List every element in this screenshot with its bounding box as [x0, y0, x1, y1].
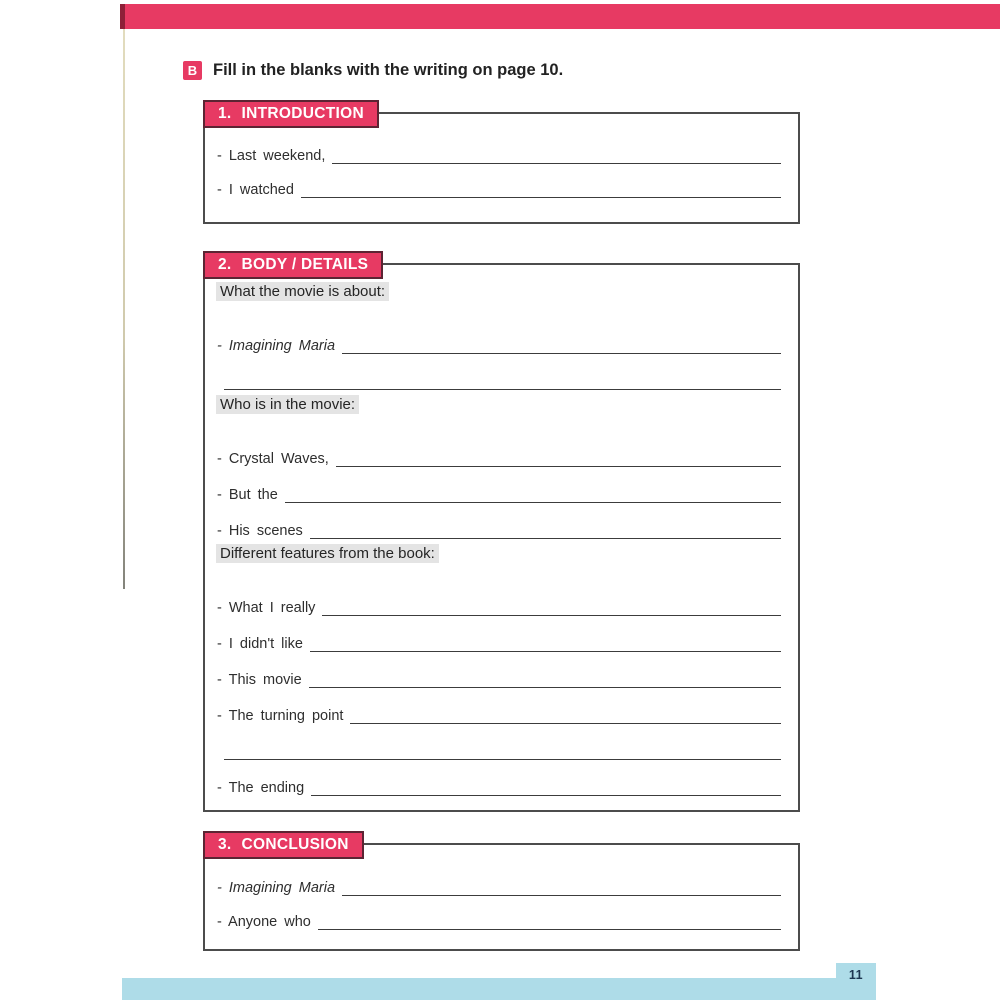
- continuation-blank-row: [215, 724, 781, 760]
- blank-row-label: - Imagining Maria: [217, 879, 336, 896]
- footer-bar: [122, 978, 876, 1000]
- blank-row-label: - Imagining Maria: [217, 337, 336, 354]
- sub-header-row: [215, 390, 781, 431]
- section-title: INTRODUCTION: [241, 105, 364, 122]
- exercise-instruction: Fill in the blanks with the writing on page 10.: [213, 61, 564, 79]
- section-badge-conclusion: [203, 831, 364, 859]
- section-badge-body-details: [203, 251, 383, 279]
- blank-line: [224, 759, 781, 760]
- blank-line: [342, 895, 781, 896]
- blank-line: [301, 197, 781, 198]
- blank-line: [322, 615, 781, 616]
- sub-header-row: [215, 277, 781, 318]
- blank-row-label: - What I really: [217, 599, 316, 616]
- page-number-tab: [836, 963, 876, 1000]
- blank-row-label: - Anyone who: [217, 913, 311, 930]
- page-spine-line: [123, 29, 125, 589]
- blank-row-label: - The ending: [217, 779, 305, 796]
- blank-row-label: - Crystal Waves,: [217, 450, 329, 467]
- fill-blank-row: [215, 580, 781, 616]
- sub-header-label: Who is in the movie:: [216, 395, 359, 414]
- blank-line: [336, 466, 781, 467]
- continuation-blank-row: [215, 354, 781, 390]
- sub-header-label: What the movie is about:: [216, 282, 389, 301]
- sub-header-label: Different features from the book:: [216, 544, 439, 563]
- section-title: CONCLUSION: [241, 836, 349, 853]
- fill-blank-row: [215, 616, 781, 652]
- blank-row-label: - I didn't like: [217, 635, 303, 652]
- fill-blank-row: [215, 503, 781, 539]
- blank-line: [310, 651, 781, 652]
- fill-blank-row: [215, 467, 781, 503]
- section-number: 2.: [218, 256, 232, 273]
- blank-line: [342, 353, 781, 354]
- blank-row-label: - But the: [217, 486, 278, 503]
- fill-blank-row: [215, 130, 781, 164]
- blank-line: [350, 723, 781, 724]
- fill-blank-row: [215, 431, 781, 467]
- top-accent-bar-edge: [120, 4, 125, 29]
- blank-row-label: - His scenes: [217, 522, 303, 539]
- blank-line: [332, 163, 781, 164]
- blank-line: [309, 687, 781, 688]
- section-number: 1.: [218, 105, 232, 122]
- blank-line: [311, 795, 781, 796]
- blank-row-label: - The turning point: [217, 707, 344, 724]
- section-conclusion: [203, 836, 800, 951]
- blank-line: [224, 389, 781, 390]
- section-badge-introduction: [203, 100, 379, 128]
- sub-header-row: [215, 539, 781, 580]
- fill-blank-row: [215, 318, 781, 354]
- exercise-letter-badge: B: [183, 61, 202, 80]
- fill-blank-row: [215, 862, 781, 896]
- fill-blank-row: [215, 652, 781, 688]
- blank-row-label: - I watched: [217, 181, 294, 198]
- blank-row-label: - Last weekend,: [217, 147, 326, 164]
- fill-blank-row: [215, 896, 781, 930]
- section-title: BODY / DETAILS: [241, 256, 369, 273]
- page-number: 11: [848, 968, 864, 982]
- blank-row-label: - This movie: [217, 671, 302, 688]
- fill-blank-row: [215, 164, 781, 198]
- blank-line: [285, 502, 781, 503]
- section-body-details: [203, 256, 800, 812]
- exercise-header: [183, 61, 563, 80]
- section-number: 3.: [218, 836, 232, 853]
- blank-line: [310, 538, 781, 539]
- fill-blank-row: [215, 760, 781, 796]
- top-accent-bar: [120, 4, 1000, 29]
- fill-blank-row: [215, 688, 781, 724]
- blank-line: [318, 929, 781, 930]
- section-introduction: [203, 105, 800, 224]
